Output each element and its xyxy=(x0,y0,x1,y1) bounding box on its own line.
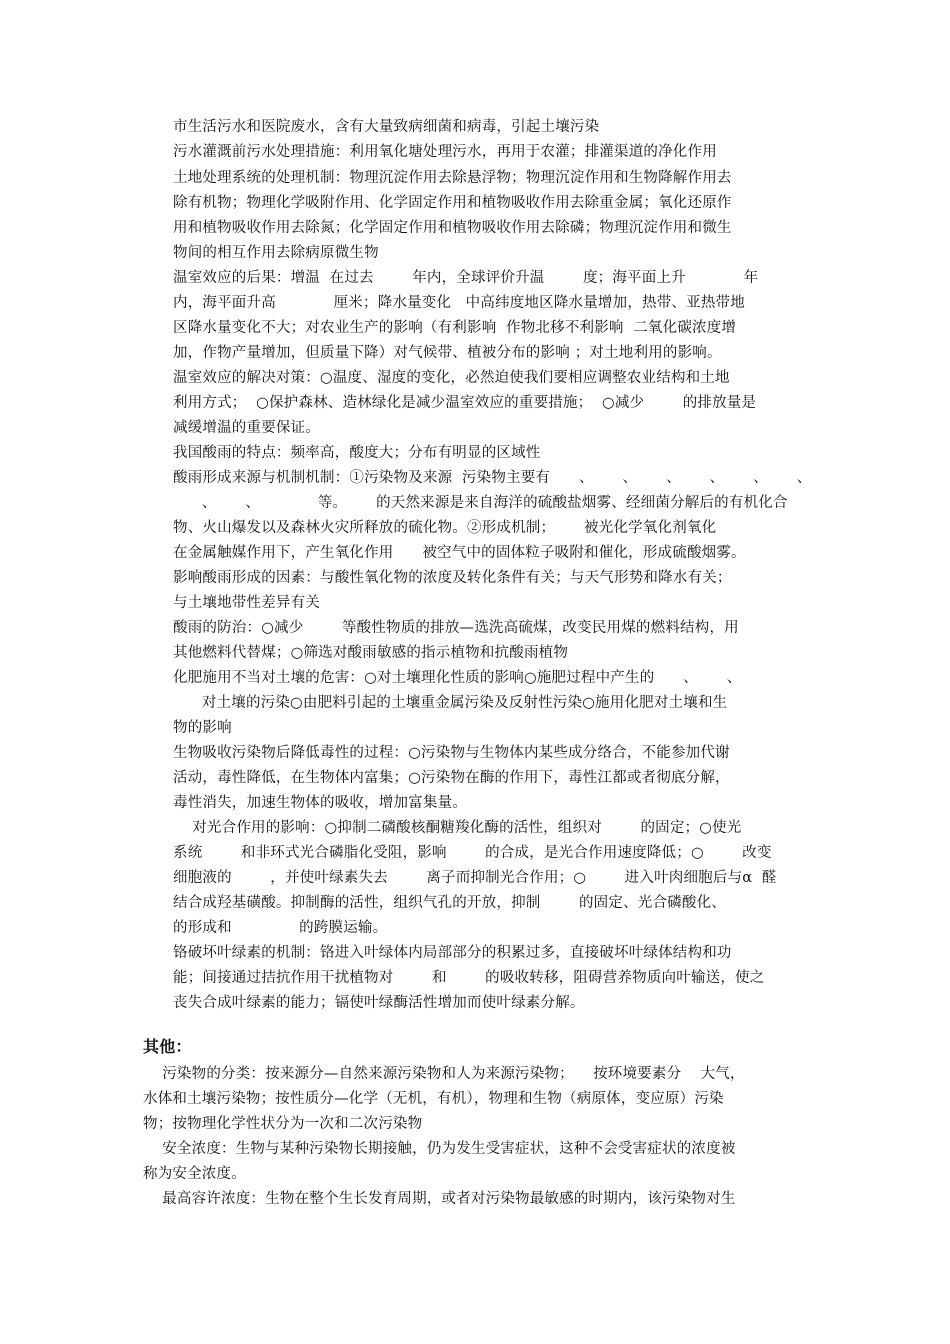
text-line: 区降水量变化不大；对农业生产的影响（有利影响 作物北移不利影响 二氧化碳浓度增 xyxy=(173,320,737,336)
text-line: 对土壤的污染○由肥料引起的土壤重金属污染及反射性污染○施用化肥对土壤和生 xyxy=(173,695,728,711)
text-line: 活动，毒性降低，在生物体内富集；○污染物在酶的作用下，毒性江都或者彻底分解， xyxy=(173,770,730,786)
text-line: 系统 和非环式光合磷脂化受阻，影响 的合成，是光合作用速度降低；○ 改变 xyxy=(173,845,772,861)
text-line: 对光合作用的影响：○抑制二磷酸核酮糖羧化酶的活性，组织对 的固定；○使光 xyxy=(173,820,742,836)
text-line: 污水灌溉前污水处理措施：利用氧化塘处理污水，再用于农灌；排灌渠道的净化作用 xyxy=(173,144,717,160)
text-line: 丧失合成叶绿素的能力；镉使叶绿酶活性增加而使叶绿素分解。 xyxy=(173,995,585,1011)
text-line: 污染物的分类：按来源分—自然来源污染物和人为来源污染物； 按环境要素分 大气， xyxy=(143,1066,745,1082)
text-line: 物的影响 xyxy=(173,720,232,736)
text-line: 其他燃料代替煤；○筛选对酸雨敏感的指示植物和抗酸雨植物 xyxy=(173,645,569,661)
text-line: 温室效应的解决对策：○温度、湿度的变化，必然迫使我们要相应调整农业结构和土地 xyxy=(173,370,730,386)
text-line: 生物吸收污染物后降低毒性的过程：○污染物与生物体内某些成分络合，不能参加代谢 xyxy=(173,745,730,761)
text-line: 内，海平面升高 厘米；降水量变化 中高纬度地区降水量增加，热带、亚热带地 xyxy=(173,295,745,311)
text-line: 减缓增温的重要保证。 xyxy=(173,420,320,436)
text-line: 利用方式； ○保护森林、造林绿化是减少温室效应的重要措施； ○减少 的排放量是 xyxy=(173,395,757,411)
text-line: 化肥施用不当对土壤的危害：○对土壤理化性质的影响○施肥过程中产生的 、 、 xyxy=(173,670,742,686)
text-line: 在金属触媒作用下，产生氧化作用 被空气中的固体粒子吸附和催化，形成硫酸烟雾。 xyxy=(173,545,746,561)
text-line: 水体和土壤污染物；按性质分—化学（无机，有机），物理和生物（病原体，变应原）污染 xyxy=(143,1091,724,1107)
text-line: 称为安全浓度。 xyxy=(143,1166,246,1182)
text-line: 酸雨的防治：○减少 等酸性物质的排放—选洗高硫煤，改变民用煤的燃料结构，用 xyxy=(173,620,739,636)
text-line: 用和植物吸收作用去除氮；化学固定作用和植物吸收作用去除磷；物理沉淀作用和微生 xyxy=(173,220,732,236)
text-line: 加，作物产量增加，但质量下降）对气候带、植被分布的影响 ；对土地利用的影响。 xyxy=(173,345,722,361)
text-line: 市生活污水和医院废水，含有大量致病细菌和病毒，引起土壤污染 xyxy=(173,119,600,135)
text-line: 的形成和 的跨膜运输。 xyxy=(173,920,388,936)
text-line: 土地处理系统的处理机制：物理沉淀作用去除悬浮物；物理沉淀作用和生物降解作用去 xyxy=(173,170,732,186)
text-line: 我国酸雨的特点：频率高，酸度大；分布有明显的区域性 xyxy=(173,445,541,461)
text-line: 细胞液的 ，并使叶绿素失去 离子而抑制光合作用；○ 进入叶肉细胞后与α 醛 xyxy=(173,870,777,886)
text-line: 安全浓度：生物与某种污染物长期接触，仍为发生受害症状，这种不会受害症状的浓度被 xyxy=(143,1141,736,1157)
text-line: 、 、 等。 的天然来源是来自海洋的硫酸盐烟雾、经细菌分解后的有机化合 xyxy=(173,495,788,511)
text-line: 能；间接通过拮抗作用干扰植物对 和 的吸收转移，阻碍营养物质向叶输送，使之 xyxy=(173,970,765,986)
text-line: 温室效应的后果：增温 在过去 年内，全球评价升温 度；海平面上升 年 xyxy=(173,270,759,286)
text-line: 物；按物理化学性状分为一次和二次污染物 xyxy=(143,1116,423,1132)
section-heading: 其他： xyxy=(143,1037,192,1056)
text-line: 酸雨形成来源与机制机制：①污染物及来源 污染物主要有 、 、 、 、 、 、 xyxy=(173,470,812,486)
text-line: 毒性消失，加速生物体的吸收，增加富集量。 xyxy=(173,795,467,811)
text-line: 铬破坏叶绿素的机制：铬进入叶绿体内局部部分的积累过多，直接破坏叶绿体结构和功 xyxy=(173,945,732,961)
text-line: 物间的相互作用去除病原微生物 xyxy=(173,245,379,261)
text-line: 影响酸雨形成的因素：与酸性氧化物的浓度及转化条件有关；与天气形势和降水有关； xyxy=(173,570,732,586)
text-line: 与土壤地带性差异有关 xyxy=(173,595,320,611)
text-line: 物、火山爆发以及森林火灾所释放的硫化物。②形成机制； 被光化学氧化剂氧化 xyxy=(173,520,717,536)
text-line: 除有机物；物理化学吸附作用、化学固定作用和植物吸收作用去除重金属；氧化还原作 xyxy=(173,195,732,211)
text-line: 结合成羟基磺酸。抑制酶的活性，组织气孔的开放，抑制 的固定、光合磷酸化、 xyxy=(173,895,726,911)
text-line: 最高容许浓度：生物在整个生长发育周期，或者对污染物最敏感的时期内，该污染物对生 xyxy=(143,1191,736,1207)
